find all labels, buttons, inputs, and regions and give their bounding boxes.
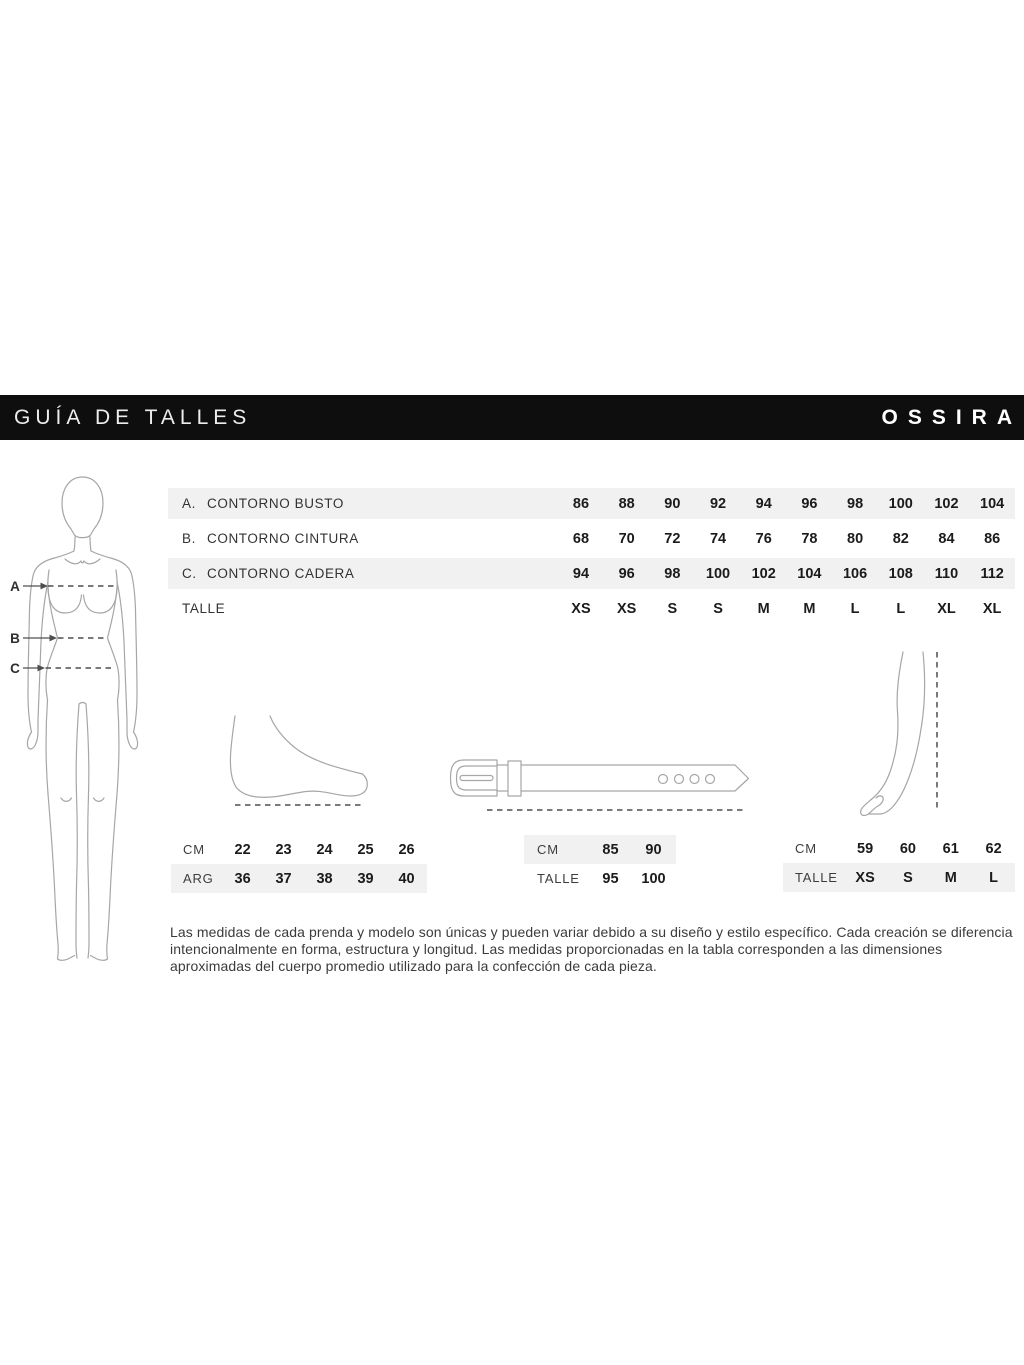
value-cell: 80 xyxy=(847,530,864,547)
value-cell: 85 xyxy=(602,841,619,858)
row-label: CM xyxy=(537,842,559,857)
row-label: CM xyxy=(183,842,205,857)
table-row xyxy=(168,523,1015,554)
value-cell: 61 xyxy=(942,840,959,857)
value-cell: 100 xyxy=(888,495,913,512)
belt-size-table xyxy=(524,835,676,893)
value-cell: 26 xyxy=(398,841,415,858)
table-row xyxy=(168,593,1015,624)
table-row xyxy=(524,864,676,893)
female-figure-illustration xyxy=(2,462,162,962)
sleeve-size-table xyxy=(783,834,1015,892)
value-cell: 24 xyxy=(316,841,333,858)
value-cell: 96 xyxy=(801,495,818,512)
value-cell: XS xyxy=(616,600,637,617)
value-cell: M xyxy=(757,600,770,617)
value-cell: 39 xyxy=(357,870,374,887)
foot-size-table xyxy=(171,835,427,893)
value-cell: 82 xyxy=(892,530,909,547)
value-cell: 100 xyxy=(705,565,731,582)
brand-logo: OSSIRA xyxy=(881,405,1022,429)
value-cell: M xyxy=(944,869,957,886)
bust-label: A xyxy=(10,578,20,594)
value-cell: 94 xyxy=(755,495,772,512)
value-cell: 90 xyxy=(645,841,662,858)
value-cell: 84 xyxy=(938,530,955,547)
row-label: A. CONTORNO BUSTO xyxy=(182,496,344,511)
value-cell: 86 xyxy=(984,530,1001,547)
page-title: GUÍA DE TALLES xyxy=(14,405,252,429)
value-cell: 76 xyxy=(755,530,772,547)
value-cell: L xyxy=(896,600,906,617)
hip-label: C xyxy=(10,660,20,676)
value-cell: 40 xyxy=(398,870,415,887)
value-cell: 86 xyxy=(572,495,590,512)
value-cell: 104 xyxy=(980,495,1005,512)
value-cell: 90 xyxy=(664,495,681,512)
value-cell: 78 xyxy=(801,530,818,547)
value-cell: 60 xyxy=(899,840,916,857)
value-cell: 102 xyxy=(751,565,776,582)
value-cell: XL xyxy=(937,600,956,617)
value-cell: 22 xyxy=(234,841,251,858)
table-row xyxy=(168,488,1015,519)
value-cell: 70 xyxy=(618,530,635,547)
value-cell: M xyxy=(803,600,816,617)
row-label: ARG xyxy=(183,871,214,886)
value-cell: 106 xyxy=(842,565,868,582)
row-label: C. CONTORNO CADERA xyxy=(182,566,355,581)
row-label: CM xyxy=(795,841,817,856)
value-cell: L xyxy=(989,869,998,886)
arm-illustration xyxy=(855,648,945,818)
disclaimer-text: Las medidas de cada prenda y modelo son únicas y pueden variar debido a su diseño y estilo específico. Cada creación se diferencia intencionalmente en forma, estructura y longitud. Las medidas proporcionadas en la tabla corresponden a las dimensiones aproximadas del cuerpo promedio utilizado para la confección de cada pieza. xyxy=(170,924,1013,974)
value-cell: 98 xyxy=(847,495,864,512)
value-cell: 59 xyxy=(857,840,874,857)
value-cell: 72 xyxy=(664,530,681,547)
waist-label: B xyxy=(10,630,20,646)
table-row xyxy=(524,835,676,864)
value-cell: 96 xyxy=(618,565,635,582)
table-row xyxy=(171,864,427,893)
header-bar xyxy=(0,395,1024,440)
value-cell: 108 xyxy=(888,565,913,582)
row-label: B. CONTORNO CINTURA xyxy=(182,531,359,546)
value-cell: 68 xyxy=(572,530,590,547)
value-cell: 62 xyxy=(985,840,1002,857)
value-cell: 88 xyxy=(618,495,635,512)
value-cell: S xyxy=(667,600,678,617)
value-cell: 37 xyxy=(275,870,292,887)
value-cell: 23 xyxy=(275,841,292,858)
value-cell: 92 xyxy=(709,495,727,512)
table-row xyxy=(783,863,1015,892)
value-cell: XL xyxy=(982,600,1002,617)
belt-illustration xyxy=(449,752,751,814)
value-cell: 100 xyxy=(641,870,666,887)
row-label: TALLE xyxy=(537,871,580,886)
value-cell: 102 xyxy=(934,495,959,512)
table-row xyxy=(168,558,1015,589)
value-cell: L xyxy=(850,600,860,617)
value-cell: XS xyxy=(855,869,875,886)
value-cell: 104 xyxy=(797,565,822,582)
foot-illustration xyxy=(228,710,378,812)
value-cell: 110 xyxy=(934,565,959,582)
value-cell: 36 xyxy=(234,870,251,887)
value-cell: 74 xyxy=(709,530,727,547)
row-label: TALLE xyxy=(182,601,226,616)
value-cell: S xyxy=(713,600,723,617)
value-cell: 94 xyxy=(572,565,590,582)
value-cell: 25 xyxy=(357,841,374,858)
table-row xyxy=(783,834,1015,863)
table-row xyxy=(171,835,427,864)
row-label: TALLE xyxy=(795,870,838,885)
value-cell: S xyxy=(903,869,913,886)
value-cell: XS xyxy=(571,600,591,617)
value-cell: 98 xyxy=(664,565,681,582)
body-measurements-table xyxy=(168,488,1015,628)
value-cell: 95 xyxy=(602,870,619,887)
value-cell: 38 xyxy=(316,870,333,887)
value-cell: 112 xyxy=(980,565,1004,582)
